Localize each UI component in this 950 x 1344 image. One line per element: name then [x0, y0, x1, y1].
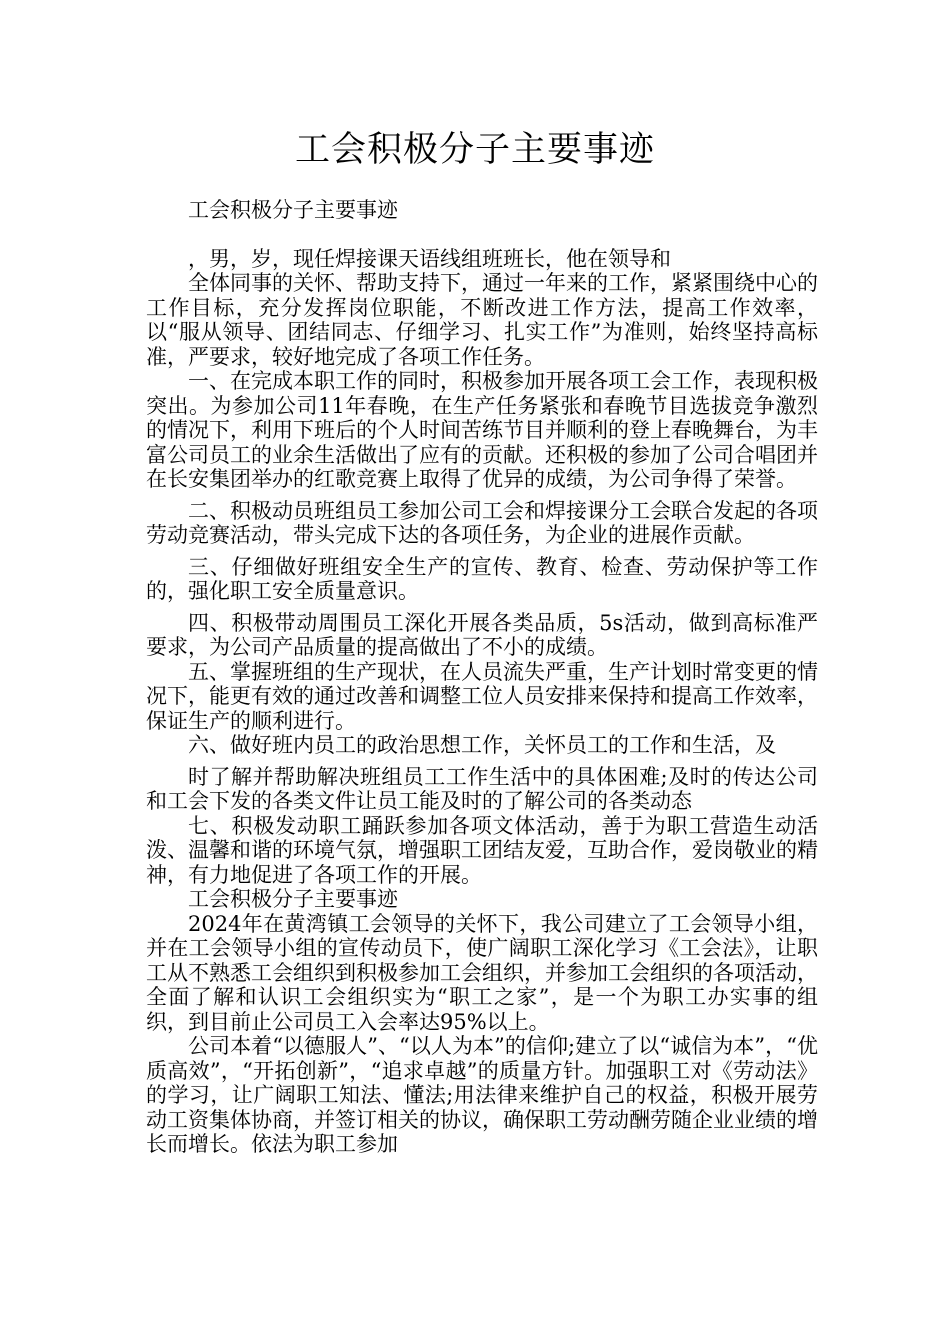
paragraph: 全体同事的关怀、帮助支持下，通过一年来的工作，紧紧围绕中心的工作目标，充分发挥岗位职能，不断改进工作方法，提高工作效率，以“服从领导、团结同志、仔细学习、扎实工作”为准则，始终坚持高标准，严要求，较好地完成了各项工作任务。: [146, 271, 818, 369]
paragraph: 五、掌握班组的生产现状，在人员流失严重，生产计划时常变更的情况下，能更有效的通过改善和调整工位人员安排来保持和提高工作效率，保证生产的顺利进行。: [146, 659, 818, 733]
document-subtitle: 工会积极分子主要事迹: [188, 198, 398, 222]
paragraph: 七、积极发动职工踊跃参加各项文体活动，善于为职工营造生动活泼、温馨和谐的环境气氛，增强职工团结友爱，互助合作，爱岗敬业的精神，有力地促进了各项工作的开展。: [146, 813, 818, 887]
paragraph: 公司本着“以德服人”、“以人为本”的信仰;建立了以“诚信为本”，“优质高效”，“开拓创新”，“追求卓越”的质量方针。加强职工对《劳动法》的学习，让广阔职工知法、懂法;用法律来维护自己的权益，积极开展劳动工资集体协商，并签订相关的协议，确保职工劳动酬劳随企业业绩的增长而增长。依法为职工参加: [146, 1034, 818, 1156]
paragraph: 四、积极带动周围员工深化开展各类品质，5s活动，做到高标准严要求，为公司产品质量的提高做出了不小的成绩。: [146, 610, 818, 659]
paragraph: 三、仔细做好班组安全生产的宣传、教育、检查、劳动保护等工作的，强化职工安全质量意识。: [146, 554, 818, 603]
paragraph: 2024年在黄湾镇工会领导的关怀下，我公司建立了工会领导小组，并在工会领导小组的宣传动员下，使广阔职工深化学习《工会法》，让职工从不熟悉工会组织到积极参加工会组织，并参加工会组织的各项活动，全面了解和认识工会组织实为“职工之家”，是一个为职工办实事的组织，到目前止公司员工入会率达95%以上。: [146, 911, 818, 1034]
document-title: 工会积极分子主要事迹: [294, 130, 655, 170]
paragraph: 二、积极动员班组员工参加公司工会和焊接课分工会联合发起的各项劳动竞赛活动，带头完成下达的各项任务，为企业的进展作贡献。: [146, 498, 818, 547]
paragraph-intro: ，男，岁，现任焊接课天语线组班班长，他在领导和: [188, 246, 671, 271]
paragraph: 六、做好班内员工的政治思想工作，关怀员工的工作和生活，及: [188, 733, 776, 757]
paragraph: 一、在完成本职工作的同时，积极参加开展各项工会工作，表现积极突出。为参加公司11年春晚，在生产任务紧张和春晚节目选拔竞争激烈的情况下，利用下班后的个人时间苦练节目并顺利的登上春晚舞台，为丰富公司员工的业余生活做出了应有的贡献。还积极的参加了公司合唱团并在长安集团举办的红歌竞赛上取得了优异的成绩，为公司争得了荣誉。: [146, 369, 818, 491]
document-body: [146, 198, 818, 1157]
section-heading: 工会积极分子主要事迹: [188, 887, 398, 911]
paragraph: 时了解并帮助解决班组员工工作生活中的具体困难;及时的传达公司和工会下发的各类文件让员工能及时的了解公司的各类动态: [146, 764, 818, 813]
